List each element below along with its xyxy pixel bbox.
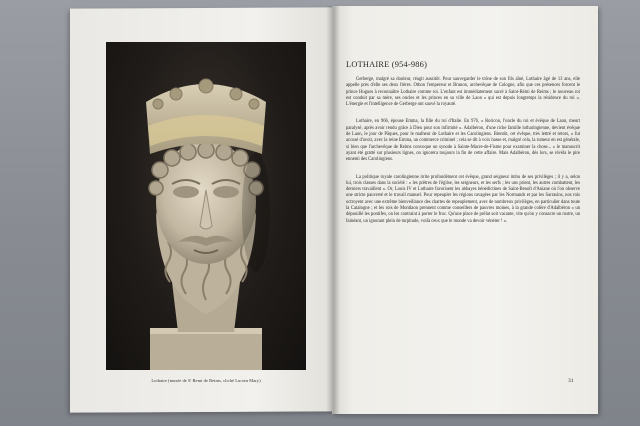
- paragraph: La politique royale carolingienne irrite profondément cet évêque, grand seigneur imbu de ses privilèges ; il y a, selon lui, trois classes dans la société : « les prêtres de l'église, les seigneurs, et les serfs ; les uns prient, les autres combattent, les derniers travaillent ». Or, Louis IV et Lothaire favorisent les abbayes bénédictines de Saint-Benoît d'Aniane où l'on observe une stricte pauvreté et le travail manuel. Pour repeupler les régions ravagées par les Normands et par les Sarrasins, nos rois octroyent avec une extrême bienveillance des chartes de repeuplement, avec de nombreux privilèges, en particulier dans toute la Catalogne ; et les rois de Montlaon prennent comme conseillers de pauvres moines, à la grande colère d'Adalbéron « un dépouillé les pontifes, on les contraint à porter le froc. Qu'une place de prélat soit vacante, vite qu'on y consacre un rustre, un fainéant, un ignorant plein de turpitude, voilà ceux que le monde va devoir vénérer ! ».: [346, 174, 580, 224]
- chapter-title: LOTHAIRE (954-986): [346, 60, 428, 69]
- paragraph: Gerberge, malgré sa douleur, réagit aussitôt. Pour sauvegarder le trône de son fils aîné, Lothaire âgé de 13 ans, elle appelle près d'elle ses deux frères. Othon l'empereur et Brunon, archevêque de Cologne, afin que ces présences forcent le prince Hugues à reconnaître Lothaire comme roi. L'enfant est immédiatement sacré à Saint-Rémi de Reims ; le nouveau roi est conduit par sa mère, ses oncles et les princes en sa ville de Laon « qui est depuis longtemps la résidence du roi ». L'énergie et l'intelligence de Gerberge ont sauvé la royauté.: [346, 77, 580, 108]
- sculpted-head-image: [106, 42, 306, 370]
- photo-caption: Lothaire (musée de S' Remi de Reims, cliché Lucien Mary): [151, 378, 261, 383]
- page-number: 31: [568, 378, 574, 384]
- book-gutter: [326, 6, 340, 414]
- sculpture-photo: [106, 42, 306, 370]
- paragraph: Lothaire, en 966, épouse Emma, la fille du roi d'Italie. En 976, « Roricon, l'oncle du roi et évêque de Laon, meurt paralysé, après avoir rendu grâce à Dieu pour son infirmité ». Adalbéron, d'une riche famille lotharingienne, devient évêque de Laon, le jour de Pâques, pour le malheur de Lothaire et les Carolingiens. Bientôt, cet évêque, très lettré et retors, « fut accusé d'avoir, avec la reine Emma, un commerce criminel ; cela se dit à voix basse et, malgré cela, la rumeur en est générale, si bien que l'archevêque de Reims convoque un synode à Sainte-Macre-de-Fisme pour examiner la chose... » le manuscrit ayant été gratté sur plusieurs lignes, on ignorera toujours la fin de cette affaire. Mais Adalbéron, dès lors, se révéla le pire ennemi des Carolingiens.: [346, 119, 580, 163]
- body-text: [346, 77, 580, 236]
